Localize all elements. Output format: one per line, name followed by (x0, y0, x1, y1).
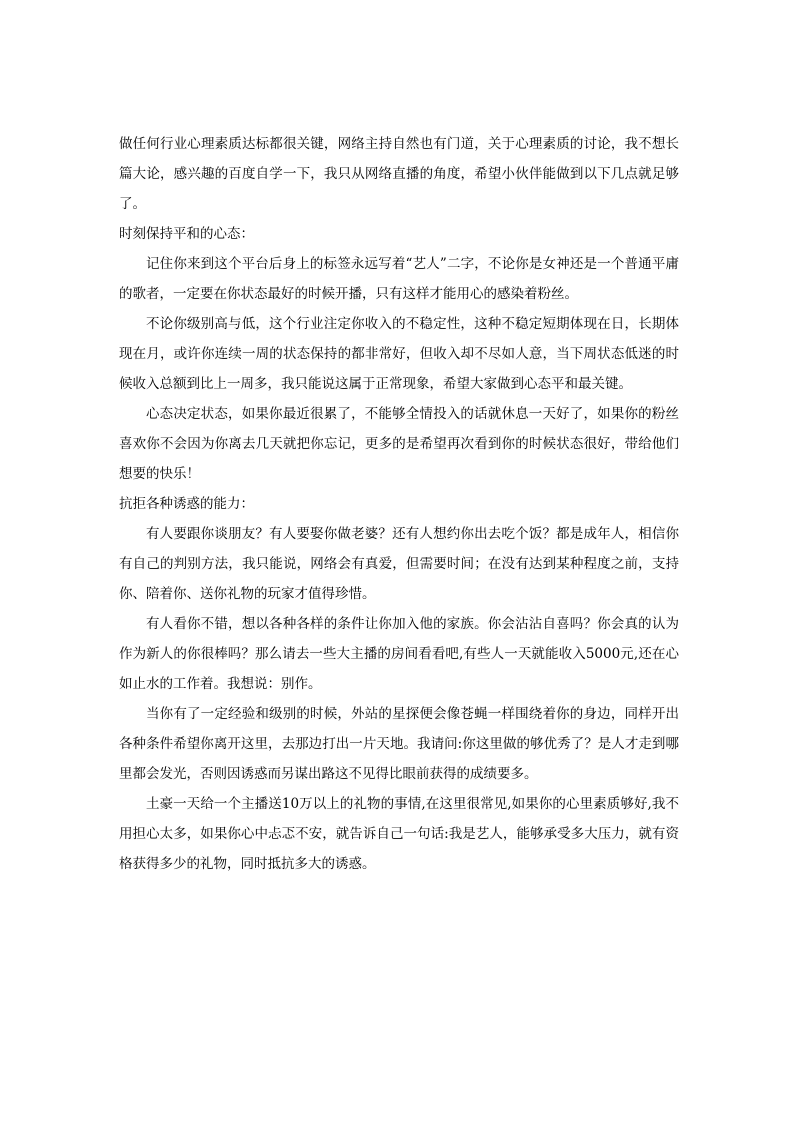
paragraph: 有人看你不错，想以各种各样的条件让你加入他的家族。你会沾沾自喜吗？你会真的认为作为新人的你很棒吗？那么请去一些大主播的房间看看吧,有些人一天就能收入5000元,还在心如止水的工作着。我想说：别作。 (119, 616, 679, 692)
paragraph: 有人要跟你谈朋友？有人要娶你做老婆？还有人想约你出去吃个饭？都是成年人，相信你有自己的判别方法，我只能说，网络会有真爱，但需要时间；在没有达到某种程度之前，支持你、陪着你、送你礼物的玩家才值得珍惜。 (119, 526, 679, 602)
paragraph: 心态决定状态，如果你最近很累了，不能够全情投入的话就休息一天好了，如果你的粉丝喜欢你不会因为你离去几天就把你忘记，更多的是希望再次看到你的时候状态很好，带给他们想要的快乐！ (119, 406, 679, 482)
paragraph: 记住你来到这个平台后身上的标签永远写着“艺人”二字，不论你是女神还是一个普通平庸的歌者，一定要在你状态最好的时候开播，只有这样才能用心的感染着粉丝。 (119, 256, 679, 302)
paragraph: 土豪一天给一个主播送10万以上的礼物的事情,在这里很常见,如果你的心里素质够好,我不用担心太多，如果你心中忐忑不安，就告诉自己一句话:我是艺人，能够承受多大压力，就有资格获得多少的礼物，同时抵抗多大的诱惑。 (119, 796, 679, 872)
section-heading-calm-mindset: 时刻保持平和的心态： (119, 226, 254, 242)
intro-paragraph: 做任何行业心理素质达标都很关键，网络主持自然也有门道，关于心理素质的讨论，我不想长篇大论，感兴趣的百度自学一下，我只从网络直播的角度，希望小伙伴能做到以下几点就足够了。 (119, 136, 679, 212)
paragraph: 不论你级别高与低，这个行业注定你收入的不稳定性，这种不稳定短期体现在日，长期体现在月，或许你连续一周的状态保持的都非常好，但收入却不尽如人意，当下周状态低迷的时候收入总额到比上一周多，我只能说这属于正常现象，希望大家做到心态平和最关键。 (119, 316, 679, 392)
paragraph: 当你有了一定经验和级别的时候，外站的星探便会像苍蝇一样围绕着你的身边，同样开出各种条件希望你离开这里，去那边打出一片天地。我请问:你这里做的够优秀了？是人才走到哪里都会发光，否则因诱惑而另谋出路这不见得比眼前获得的成绩要多。 (119, 706, 679, 782)
document-body (119, 129, 679, 879)
section-heading-resist-temptation: 抗拒各种诱惑的能力： (119, 496, 254, 512)
